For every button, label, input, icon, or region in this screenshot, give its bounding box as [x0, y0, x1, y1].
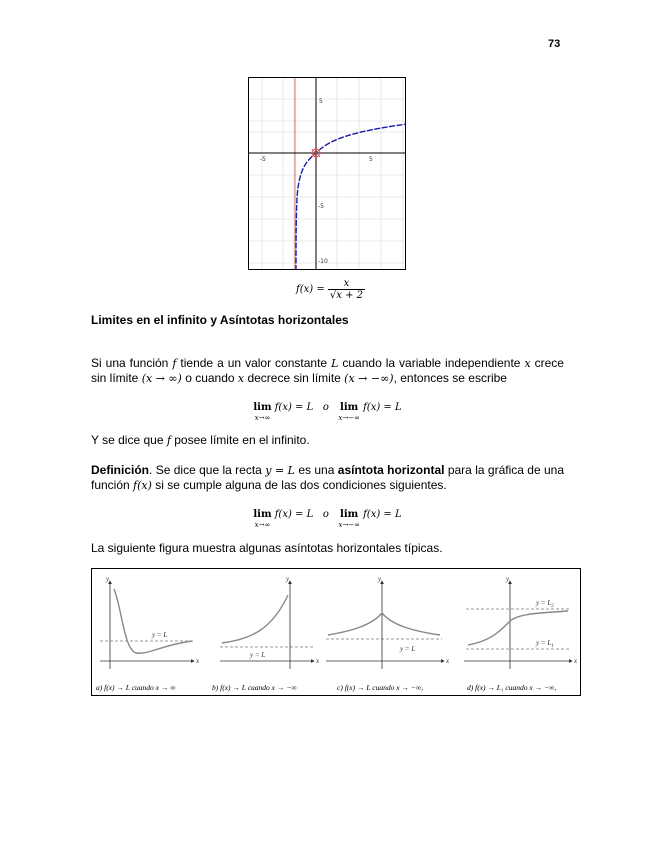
svg-text:x: x	[316, 657, 320, 665]
caption-a: a) f(x) → L cuando x → ∞	[96, 683, 176, 692]
svg-text:y: y	[106, 575, 110, 583]
limit-pos-inf: lim x→∞	[253, 402, 272, 422]
graph-svg	[249, 78, 406, 270]
svg-text:y = L2: $y = L_2$	[536, 599, 554, 609]
formula-numerator: x	[343, 278, 350, 289]
page-number: 73	[548, 38, 561, 50]
formula-lhs: f(x) =	[296, 284, 328, 295]
paragraph-figure-intro: La siguiente figura muestra algunas asíntotas horizontales típicas.	[91, 541, 443, 555]
x-label-5: 5	[369, 156, 373, 163]
x-label-neg5: -5	[260, 156, 266, 163]
function-graph	[248, 77, 406, 270]
y-label-neg5: -5	[318, 203, 324, 210]
function-formula	[296, 278, 365, 301]
svg-text:y = L1: $y = L_1$	[536, 639, 554, 649]
asymptotes-figure	[91, 568, 581, 696]
grid	[249, 78, 406, 270]
paragraph-infinity: Y se dice que f posee límite en el infinito.	[91, 433, 310, 447]
limits-equation-2: lim x→∞ f(x) = L o lim x→−∞ f(x) = L	[253, 509, 402, 529]
svg-text:y: y	[506, 575, 510, 583]
section-heading: Limites en el infinito y Asíntotas horizontales	[91, 313, 349, 327]
paragraph-definition: Definición. Se dice que la recta y = L es una asíntota horizontal para la gráfica de una función f(x) si se cumple alguna de las dos condiciones siguientes.	[91, 463, 564, 492]
svg-text:y = L: y = L	[400, 645, 416, 653]
caption-c: c) f(x) → L cuando x → −∞,	[337, 683, 424, 692]
asymptotes-svg	[92, 569, 582, 697]
svg-text:y = L: y = L	[152, 631, 168, 639]
formula-fraction	[328, 278, 365, 301]
caption-b: b) f(x) → L cuando x → −∞	[212, 683, 297, 692]
panel-c	[326, 575, 450, 669]
caption-d: d) f(x) → L₁ cuando x → −∞,	[467, 683, 557, 692]
svg-text:y: y	[286, 575, 290, 583]
panel-a	[100, 575, 200, 669]
svg-text:x: x	[574, 657, 578, 665]
y-label-5: 5	[319, 98, 323, 105]
panel-b	[220, 575, 320, 669]
panel-d	[464, 575, 578, 669]
formula-denominator: √x + 2	[329, 290, 364, 301]
limit-neg-inf: lim x→−∞	[338, 402, 360, 422]
limits-equation-1: lim x→∞ f(x) = L o lim x→−∞ f(x) = L	[253, 402, 402, 422]
svg-text:x: x	[446, 657, 450, 665]
svg-text:x: x	[196, 657, 200, 665]
svg-text:y = L: y = L	[250, 651, 266, 659]
y-label-neg10: -10	[318, 258, 328, 265]
paragraph-intro: Si una función f tiende a un valor constante L cuando la variable independiente x crece sin límite (x → ∞) o cuando x decrece sin límite (x → −∞), entonces se escribe	[91, 356, 564, 385]
svg-text:y: y	[378, 575, 382, 583]
